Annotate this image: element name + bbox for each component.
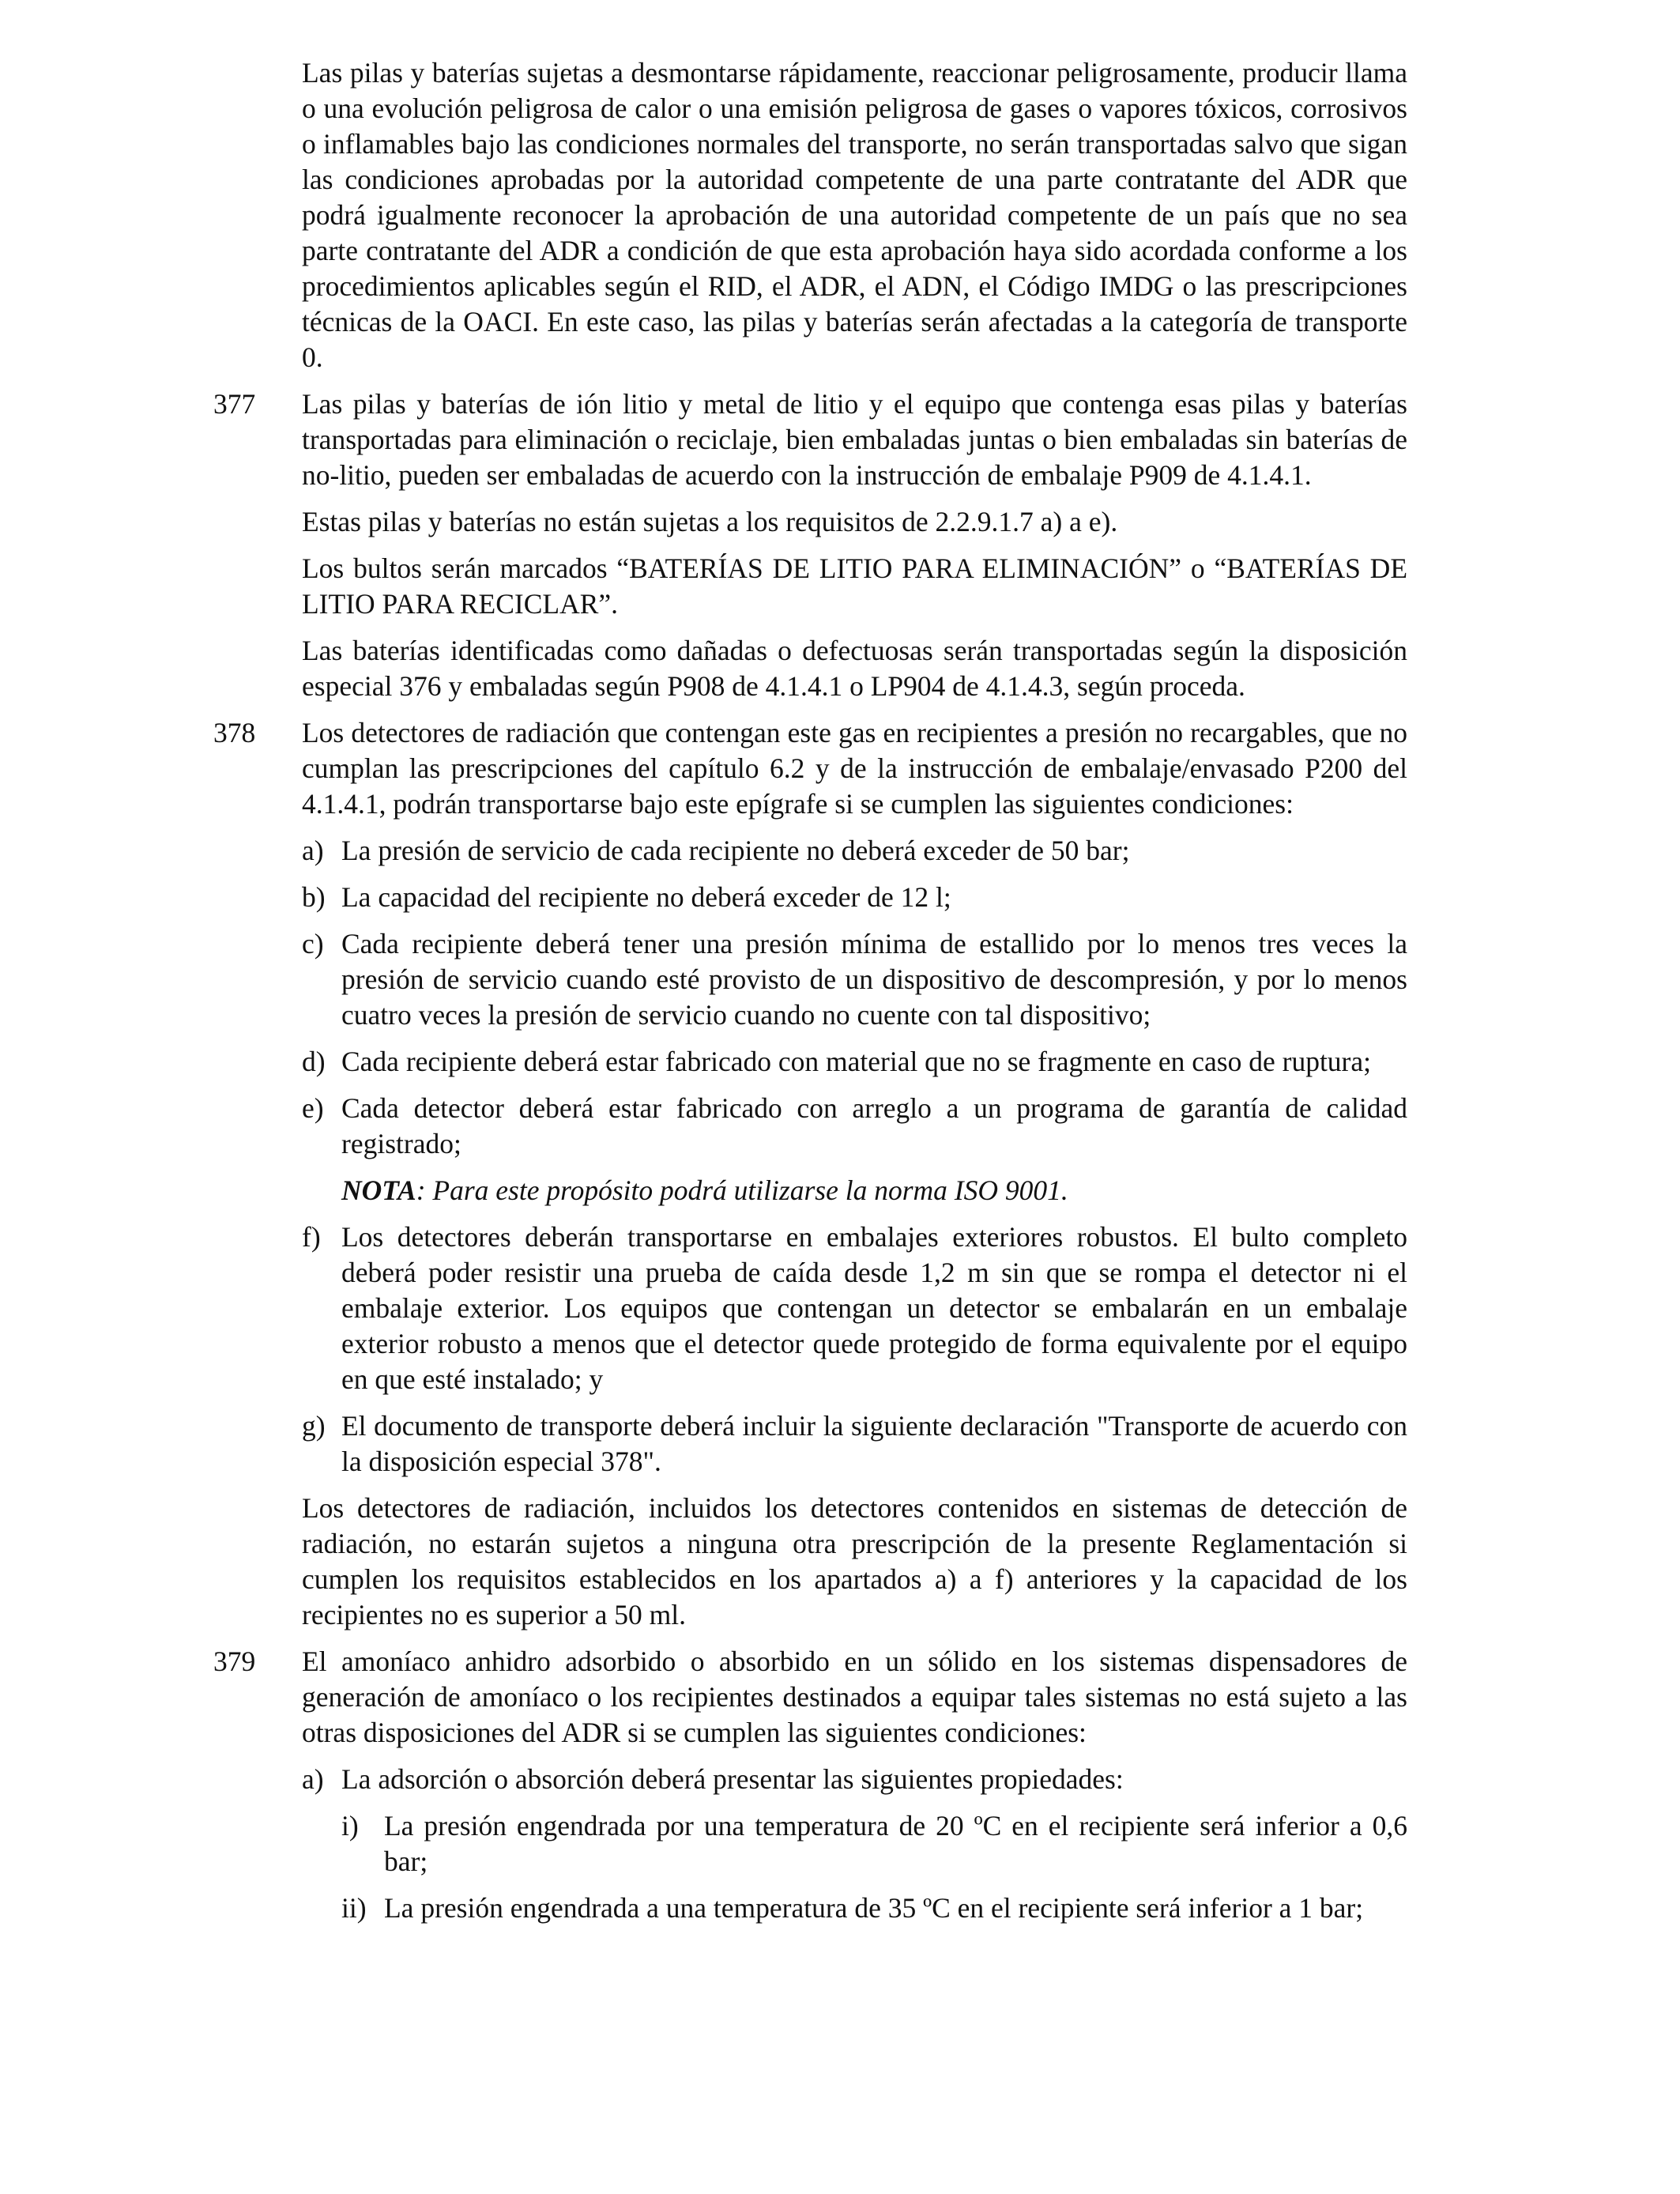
list-text: Cada recipiente deberá estar fabricado con material que no se fragmente en caso de ruptura; (341, 1046, 1371, 1077)
list-marker: ii) (341, 1892, 367, 1924)
list-text: La presión engendrada por una temperatura de 20 ºC en el recipiente será inferior a 0,6 bar; (384, 1810, 1407, 1877)
list-text: La capacidad del recipiente no deberá exceder de 12 l; (341, 881, 951, 913)
list-marker: g) (302, 1410, 326, 1442)
list-text: La presión de servicio de cada recipiente no deberá exceder de 50 bar; (341, 835, 1130, 866)
provision-intro: Los detectores de radiación que contengan este gas en recipientes a presión no recargables, que no cumplan las prescripciones del capítulo 6.2 y de la instrucción de embalaje/envasado P200 del 4.1.4.1, podrán transportarse bajo este epígrafe si se cumplen las siguientes condiciones: (302, 717, 1407, 820)
provision-number: 379 (213, 1646, 256, 1677)
provision-378 (213, 715, 1427, 1633)
list-text: Cada recipiente deberá tener una presión mínima de estallido por lo menos tres veces la presión de servicio cuando esté provisto de un dispositivo de descompresión, y por lo menos cuatro veces la presión de servicio cuando no cuente con tal dispositivo; (341, 928, 1407, 1031)
intro-paragraph: Las pilas y baterías sujetas a desmontarse rápidamente, reaccionar peligrosamente, producir llama o una evolución peligrosa de calor o una emisión peligrosa de gases o vapores tóxicos, corrosivos o inflamables bajo las condiciones normales del transporte, no serán transportadas salvo que sigan las condiciones aprobadas por la autoridad competente de una parte contratante del ADR que podrá igualmente reconocer la aprobación de una autoridad competente de un país que no sea parte contratante del ADR a condición de que esta aprobación haya sido acordada conforme a los procedimientos aplicables según el RID, el ADR, el ADN, el Código IMDG o las prescripciones técnicas de la OACI. En este caso, las pilas y baterías serán afectadas a la categoría de transporte 0. (302, 57, 1407, 373)
provision-paragraph: Los bultos serán marcados “BATERÍAS DE LITIO PARA ELIMINACIÓN” o “BATERÍAS DE LITIO PARA RECICLAR”. (302, 552, 1407, 620)
intro-section (302, 55, 1407, 375)
provision-paragraph: Las pilas y baterías de ión litio y metal de litio y el equipo que contenga esas pilas y baterías transportadas para eliminación o reciclaje, bien embaladas juntas o bien embaladas sin baterías de no-litio, pueden ser embaladas de acuerdo con la instrucción de embalaje P909 de 4.1.4.1. (302, 388, 1407, 491)
list-item (302, 1220, 1407, 1397)
list-item (302, 1044, 1407, 1080)
provision-number: 377 (213, 388, 256, 420)
note-label: NOTA (341, 1174, 416, 1206)
list-marker: a) (302, 835, 324, 866)
note (302, 1173, 1407, 1208)
list-item (302, 1762, 1407, 1797)
provision-377 (213, 386, 1427, 704)
sublist-item (341, 1808, 1407, 1879)
note-text: : Para este propósito podrá utilizarse la norma ISO 9001. (416, 1174, 1068, 1206)
document-page (213, 55, 1427, 1937)
provision-number: 378 (213, 717, 256, 748)
sublist (341, 1808, 1407, 1926)
sublist-item (341, 1891, 1407, 1926)
list-marker: e) (302, 1092, 324, 1124)
list-marker: b) (302, 881, 326, 913)
list-marker: a) (302, 1763, 324, 1795)
list-item (302, 880, 1407, 915)
list-marker: c) (302, 928, 324, 959)
provision-379 (213, 1644, 1427, 1926)
list-item (302, 1408, 1407, 1480)
list-marker: f) (302, 1221, 321, 1253)
list-text: Cada detector deberá estar fabricado con arreglo a un programa de garantía de calidad registrado; (341, 1092, 1407, 1159)
list-marker: d) (302, 1046, 326, 1077)
list-text: Los detectores deberán transportarse en embalajes exteriores robustos. El bulto completo deberá poder resistir una prueba de caída desde 1,2 m sin que se rompa el detector ni el embalaje exterior. Los equipos que contengan un detector se embalarán en un embalaje exterior robusto a menos que el detector quede protegido de forma equivalente por el equipo en que esté instalado; y (341, 1221, 1407, 1395)
list-marker: i) (341, 1810, 359, 1842)
list-item (302, 833, 1407, 869)
list-item (302, 1091, 1407, 1162)
provision-closing: Los detectores de radiación, incluidos los detectores contenidos en sistemas de detección de radiación, no estarán sujetos a ninguna otra prescripción de la presente Reglamentación si cumplen los requisitos establecidos en los apartados a) a f) anteriores y la capacidad de los recipientes no es superior a 50 ml. (302, 1492, 1407, 1630)
list-item (302, 926, 1407, 1033)
list-text: La presión engendrada a una temperatura de 35 ºC en el recipiente será inferior a 1 bar; (384, 1892, 1364, 1924)
provision-paragraph: Las baterías identificadas como dañadas o defectuosas serán transportadas según la disposición especial 376 y embaladas según P908 de 4.1.4.1 o LP904 de 4.1.4.3, según proceda. (302, 635, 1407, 702)
list-text: La adsorción o absorción deberá presentar las siguientes propiedades: (341, 1763, 1124, 1795)
list-text: El documento de transporte deberá incluir la siguiente declaración "Transporte de acuerdo con la disposición especial 378". (341, 1410, 1407, 1477)
provision-paragraph: Estas pilas y baterías no están sujetas a los requisitos de 2.2.9.1.7 a) a e). (302, 506, 1118, 537)
provision-intro: El amoníaco anhidro adsorbido o absorbido en un sólido en los sistemas dispensadores de generación de amoníaco o los recipientes destinados a equipar tales sistemas no está sujeto a las otras disposiciones del ADR si se cumplen las siguientes condiciones: (302, 1646, 1407, 1748)
